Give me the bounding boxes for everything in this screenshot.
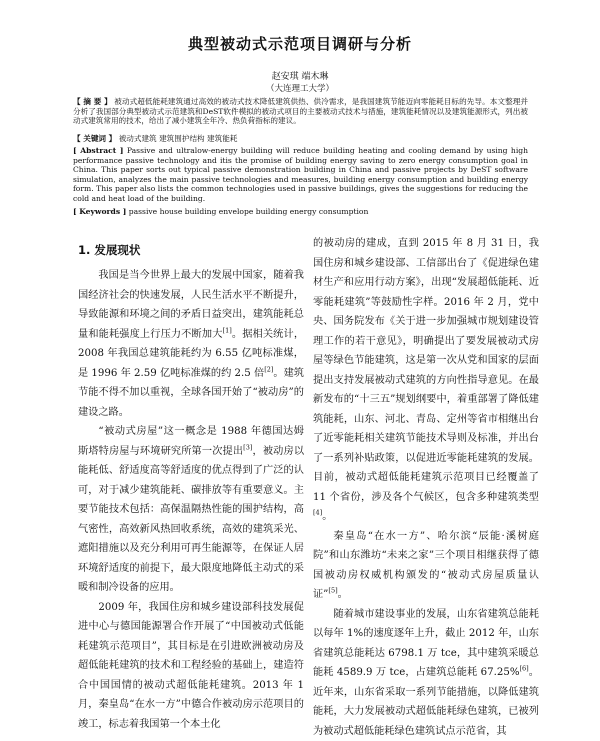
text-run: 。建筑节能不得不加以重视，全球各国开始了“被动房”的建设之路。 [78, 368, 304, 418]
citation: [4] [313, 509, 322, 517]
paper-title: 典型被动式示范项目调研与分析 [0, 33, 600, 54]
paragraph [78, 598, 304, 735]
paper-authors: 赵安琪 端木琳 [0, 69, 600, 82]
abstract-cn-label: 【 摘 要 】 [73, 97, 112, 106]
citation: [3] [243, 443, 252, 451]
paragraph [313, 234, 539, 527]
text-run: 。据相关统计，2008 年我国总建筑能耗约为 6.55 亿吨标准煤，是 1996 年 2.59 亿吨标准煤的约 2.5 倍 [78, 329, 304, 379]
left-column [78, 266, 304, 734]
abstract-en [73, 146, 528, 204]
abstract-cn [73, 97, 528, 126]
citation: [2] [264, 365, 273, 373]
paragraph [78, 266, 304, 422]
section-heading: 1. 发展现状 [78, 242, 140, 258]
paragraph [78, 422, 304, 598]
paragraph [313, 605, 539, 741]
text-run: 的被动房的建成，直到 2015 年 8 月 31 日，我国住房和城乡建设部、工信部出台了《促进绿色建材生产和应用行动方案》，出现“发展超低能耗、近零能耗建筑”等鼓励性字样。2016 年 2 月，党中央、国务院发布《关于进一步加强城市规划建设管理工作的若干意见》，明确提出了要发展被动式房屋等绿色节能建筑，这是第一次从党和国家的层面提出支持发展被动式建筑的方向性指导意见。在最新发布的“十三五”规划纲要中，着重部署了降低建筑能耗，山东、河北、青岛、定州等省市相继出台了近零能耗相关建筑节能技术导则及标准，并出台了一系列补贴政策，以促进近零能耗建筑的发展。目前，被动式超低能耗建筑示范项目已经覆盖了 11 个省份，涉及各个气候区，包含多种建筑类型 [313, 238, 539, 503]
keywords-cn-text: 被动式建筑 建筑围护结构 建筑能耗 [119, 134, 238, 143]
citation: [5] [328, 587, 337, 595]
text-run: 2009 年，我国住房和城乡建设部科技发展促进中心与德国能源署合作开展了“中国被动式低能耗建筑示范项目”，其目标是在引进欧洲被动房及超低能耗建筑的技术和工程经验的基础上，建造符合中国国情的被动式超低能耗建筑。2013 年 1 月，秦皇岛“在水一方”中德合作被动房示范项目的竣工，标志着我国第一个本土化 [78, 602, 304, 730]
citation: [6] [520, 665, 529, 673]
keywords-en [73, 207, 528, 217]
text-run: 。 [338, 589, 348, 600]
text-run: 秦皇岛“在水一方”、哈尔滨“辰能·溪树庭院”和山东潍坊“未来之家”三个项目相继获得了德国被动房权威机构颁发的“被动式房屋质量认证” [313, 531, 539, 601]
abstract-en-label: [ Abstract ] [73, 146, 123, 155]
text-run: 。 [322, 511, 332, 522]
text-run: “被动式房屋”这一概念是 1988 年德国达姆斯塔特房屋与环境研究所第一次提出 [78, 426, 304, 457]
keywords-en-label: [ Keywords ] [73, 207, 126, 216]
paragraph [313, 527, 539, 605]
keywords-cn [73, 134, 528, 144]
text-run: 。近年来，山东省采取一系列节能措施，以降低建筑能耗，大力发展被动式超低能耗绿色建筑，已被列为被动式超低能耗绿色建筑试点示范省，其 [313, 667, 539, 737]
citation: [1] [223, 326, 232, 334]
right-column [313, 234, 539, 741]
abstract-en-text: Passive and ultralow-energy building will reduce building heating and cooling demand by using high performance passive technology and itis the promise of building energy saving to zero energy consumption goal in China. This paper sorts out typical passive demonstration building in China and passive projects by DeST software simulation, analyzes the main passive technologies and measures, building energy consumption and building energy form. This paper also lists the common technologies used in passive buildings, gives the suggestions for reducing the cold and heat load of the building. [73, 146, 528, 203]
text-run: 我国是当今世界上最大的发展中国家，随着我国经济社会的快速发展，人民生活水平不断提升，导致能源和环境之间的矛盾日益突出，建筑能耗总量和能耗强度上行压力不断加大 [78, 270, 304, 340]
keywords-en-text: passive house building envelope building energy consumption [129, 207, 369, 216]
abstract-cn-text: 被动式超低能耗建筑通过高效的被动式技术降低建筑供热、供冷需求，是我国建筑节能迈向零能耗目标的先导。本文整理并分析了我国部分典型被动式示范建筑和DeST软件模拟的被动式项目的主要被动式技术与措施，建筑能耗情况以及建筑能源形式，列出被动式建筑常用的技术，给出了减小建筑全年冷、热负荷指标的建议。 [73, 97, 528, 125]
text-run: 随着城市建设事业的发展，山东省建筑总能耗以每年 1%的速度逐年上升，截止 2012 年，山东省建筑总能耗达 6798.1 万 tce，其中建筑采暖总能耗 4589.9 万 tce，占建筑总能耗 67.25% [313, 609, 539, 679]
keywords-cn-label: 【 关键词 】 [73, 134, 116, 143]
text-run: ，被动房以能耗低、舒适度高等舒适度的优点得到了广泛的认可，对于减少建筑能耗、碳排放等有重要意义。主要节能技术包括：高保温隔热性能的围护结构，高气密性，高效新风热回收系统，高效的建筑采光、遮阳措施以及充分利用可再生能源等，在保证人居环境舒适度的前提下，最大限度地降低主动式的采暖和制冷设备的应用。 [78, 446, 304, 594]
paper-affiliation: （大连理工大学） [0, 82, 600, 94]
